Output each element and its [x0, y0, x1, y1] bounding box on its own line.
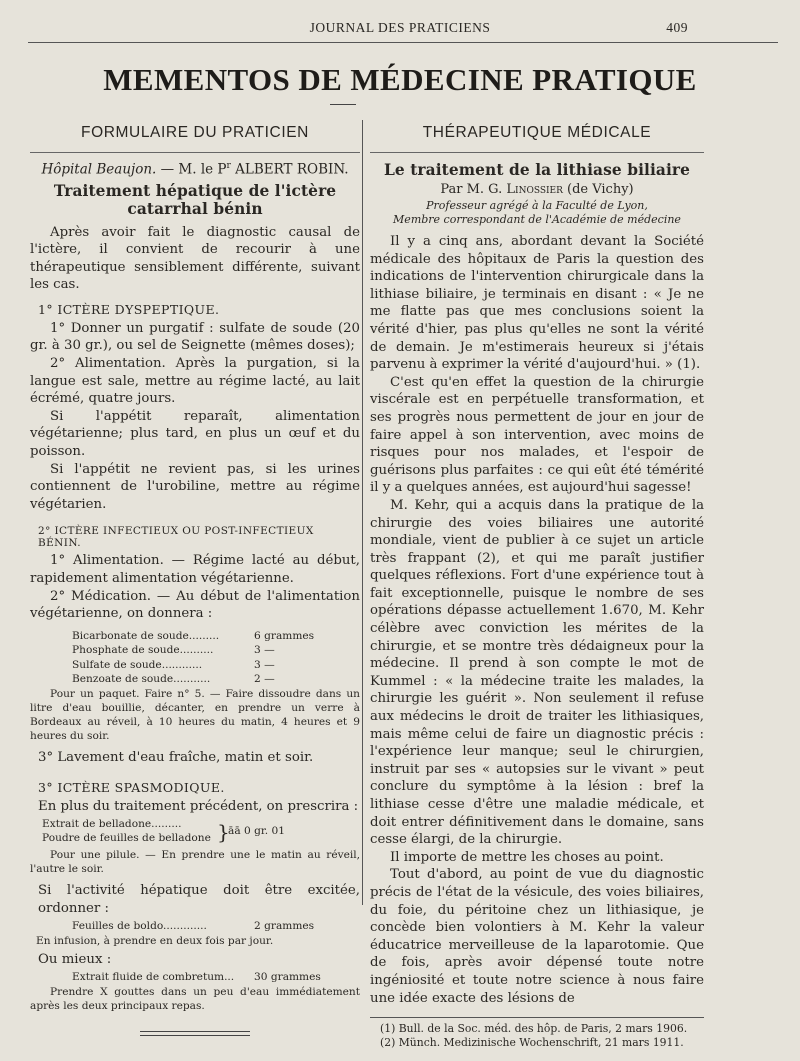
- author-name: Linossier: [506, 182, 563, 197]
- prescription-1: [30, 629, 360, 687]
- hospital-sup: r: [226, 161, 231, 171]
- section-rule: [30, 152, 360, 153]
- left-s1-p3: Si l'appétit reparaît, alimentation végétarienne; plus tard, en plus un œuf et du poisson.: [30, 408, 360, 460]
- prescription-row: [30, 643, 360, 658]
- end-rule: [140, 1031, 250, 1036]
- rx-qty: 3 —: [254, 658, 275, 671]
- rx-qty: 3 —: [254, 644, 275, 657]
- left-intro: Après avoir fait le diagnostic causal de l'ictère, il convient de recourir à une thérapeutique sensiblement différente, suivant les cas.: [30, 224, 360, 293]
- right-p3: M. Kehr, qui a acquis dans la pratique de la chirurgie des voies biliaires une autorité mondiale, vient de publier à ce sujet un article très frappant (2), et qui me paraît justifier quelques réflexions. Fort d'une expérience tout à fait exceptionnelle, puisque le nombre de ses opérations dépasse actuellement 1.670, M. Kehr célèbre avec conviction les mérites de la chirurgie, et se montre très dédaigneux pour la médecine. Il prend à son compte le mot de Kummel : « la médecine traite les malades, la chirurgie les guérit ». Non seulement il refuse aux médecins le droit de traiter les lithiasiques, mais même celui de faire un diagnostic précis : l'expérience leur manque; seul le chirurgien, instruit par ses « autopsies sur le vivant » peut conclure du symptôme à la lésion : bref la lithiase cesse d'être une maladie médicale, et doit entrer définitivement dans le domaine, sans cesse élargi, de la chirurgie.: [370, 497, 704, 848]
- prescription-3-note: En infusion, à prendre en deux fois par jour.: [36, 934, 274, 947]
- rx-item: Extrait de belladone.........: [42, 817, 182, 830]
- prescription-1-note: Pour un paquet. Faire n° 5. — Faire dissoudre dans un litre d'eau bouillie, décanter, en prendre un verre à Bordeaux au réveil, à 10 heures du matin, 4 heures et 9 heures du soir.: [30, 687, 360, 742]
- hospital-prof: — M. le P: [156, 161, 227, 178]
- running-head: [0, 20, 800, 40]
- left-s2-p3: 3° Lavement d'eau fraîche, matin et soir.: [38, 749, 314, 765]
- article-title-right: Le traitement de la lithiase biliaire: [383, 161, 691, 179]
- title-rule: [330, 104, 356, 105]
- subhead-dyspeptique: 1° ICTÈRE DYSPEPTIQUE.: [38, 301, 220, 317]
- journal-name: JOURNAL DES PRATICIENS: [309, 20, 491, 35]
- or-more: Ou mieux :: [38, 951, 112, 967]
- rx-qty: 6 grammes: [254, 629, 315, 642]
- affiliation-1: Professeur agrégé à la Faculté de Lyon,: [426, 199, 648, 212]
- left-s3-p1: En plus du traitement précédent, on prescrira :: [38, 799, 359, 815]
- rx-item: Poudre de feuilles de belladone: [42, 831, 211, 844]
- left-s1-p4: Si l'appétit ne revient pas, si les urines contiennent de l'urobiline, mettre au régime végétarien.: [30, 461, 360, 512]
- left-s2-p2: 2° Médication. — Au début de l'alimentation végétarienne, on donnera :: [30, 588, 360, 622]
- right-column: [370, 122, 704, 1049]
- prescription-4-note: Prendre X gouttes dans un peu d'eau immédiatement après les deux principaux repas.: [30, 985, 360, 1012]
- prescription-2-note: Pour une pilule. — En prendre une le matin au réveil, l'autre le soir.: [30, 848, 360, 875]
- rx-qty: 2 —: [254, 673, 275, 686]
- rx-item: Bicarbonate de soude.........: [72, 629, 220, 642]
- prescription-row: [30, 970, 360, 985]
- rx-item: Sulfate de soude............: [72, 658, 203, 671]
- right-p2: C'est qu'en effet la question de la chirurgie viscérale est en perpétuelle transformation, et ses progrès nous permettent de jour en jour de faire appel à son intervention, avec moins de risques pour nos malades, et l'espoir de guérisons plus parfaites : ce qui eût été témérité il y a quelques années, est aujourd'hui sagesse!: [370, 374, 704, 496]
- left-s1-p1: 1° Donner un purgatif : sulfate de soude (20 gr. à 30 gr.), ou sel de Seignette (mêmes doses);: [30, 320, 360, 354]
- prescription-3: [30, 919, 360, 934]
- left-s2-p1: 1° Alimentation. — Régime lacté au début, rapidement alimentation végétarienne.: [30, 553, 360, 586]
- hospital-line: [30, 161, 360, 178]
- subhead-infectieux: 2° ICTÈRE INFECTIEUX OU POST-INFECTIEUX BÉNIN.: [38, 525, 314, 550]
- section-heading-formulaire: FORMULAIRE DU PRATICIEN: [81, 124, 309, 141]
- prescription-row: [30, 919, 360, 934]
- hospital-name: Hôpital Beaujon.: [41, 161, 157, 178]
- footnote-2: (2) Münch. Medizinische Wochenschrift, 21 mars 1911.: [380, 1035, 684, 1049]
- rx-item: Benzoate de soude...........: [72, 673, 211, 686]
- section-heading-therapeutique: THÉRAPEUTIQUE MÉDICALE: [422, 124, 652, 141]
- page-number: 409: [666, 20, 688, 35]
- rx-item: Phosphate de soude..........: [72, 644, 214, 657]
- rx-item: Feuilles de boldo.............: [72, 920, 207, 933]
- left-s3-p2: Si l'activité hépatique doit être excitée, ordonner :: [38, 882, 360, 916]
- footnote-rule: [370, 1017, 704, 1018]
- prescription-row: [30, 672, 360, 687]
- footnote-1: (1) Bull. de la Soc. méd. des hôp. de Paris, 2 mars 1906.: [380, 1022, 688, 1036]
- hospital-author: ALBERT ROBIN.: [230, 161, 349, 178]
- header-rule: [28, 42, 778, 43]
- right-p5: Tout d'abord, au point de vue du diagnostic précis de l'état de la vésicule, des voies biliaires, du foie, du péritoine chez un lithiasique, je concède bien volontiers à M. Kehr la valeur éducatrice merveilleuse de la laparotomie. Que de fois, après avoir dépensé toute notre ingéniosité et toute notre science à nous faire une idée exacte des lésions de: [370, 867, 704, 1006]
- main-title: MEMENTOS DE MÉDECINE PRATIQUE: [103, 62, 697, 97]
- brace-glyph: }: [217, 819, 230, 844]
- prescription-row: [30, 658, 360, 673]
- rx-qty: 2 grammes: [254, 920, 315, 933]
- prescription-2: [30, 818, 360, 848]
- prescription-row: [30, 629, 360, 644]
- author-prefix: Par M. G.: [440, 182, 507, 197]
- left-s1-p2: 2° Alimentation. Après la purgation, si la langue est sale, mettre au régime lacté, au lait écrémé, quatre jours.: [30, 356, 360, 407]
- rx-qty: 30 grammes: [254, 971, 321, 984]
- author-place: (de Vichy): [562, 182, 634, 197]
- prescription-4: [30, 970, 360, 985]
- author-line: [370, 182, 704, 197]
- left-column: [30, 122, 360, 1036]
- rx-qty: āā 0 gr. 01: [228, 824, 286, 837]
- rx-item: Extrait fluide de combretum...: [72, 971, 235, 984]
- column-divider: [362, 120, 363, 905]
- right-p1: Il y a cinq ans, abordant devant la Société médicale des hôpitaux de Paris la question des indications de l'intervention chirurgicale dans la lithiase biliaire, je terminais en disant : « Je ne me flatte pas que mes conclusions soient la vérité d'hier, pas plus qu'elles ne sont la vérité de demain. Je m'estimerais heureux si j'étais parvenu à exprimer la vérité d'aujourd'hui. » (1).: [370, 234, 704, 373]
- right-p4: Il importe de mettre les choses au point.: [390, 849, 664, 865]
- section-rule: [370, 152, 704, 153]
- article-title-left: Traitement hépatique de l'ictère catarrhal bénin: [53, 181, 337, 218]
- subhead-spasmodique: 3° ICTÈRE SPASMODIQUE.: [38, 780, 225, 796]
- affiliation-2: Membre correspondant de l'Académie de médecine: [393, 213, 681, 226]
